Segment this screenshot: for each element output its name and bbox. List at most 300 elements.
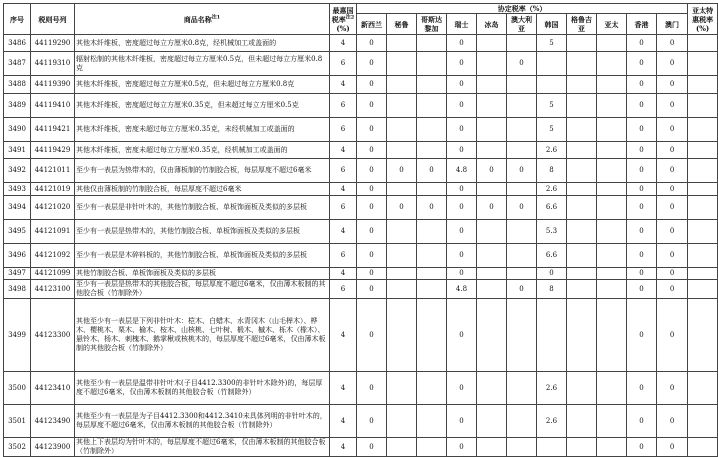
mfn-cell: 4 (330, 268, 357, 280)
rate-cell (567, 35, 597, 52)
rate-cell (477, 244, 507, 268)
rate-cell: 0 (357, 372, 387, 405)
rate-cell (567, 142, 597, 159)
rate-cell (417, 142, 447, 159)
rate-cell: 0 (357, 76, 387, 94)
rate-cell: 0 (447, 244, 477, 268)
rate-cell (387, 220, 417, 244)
rate-cell (597, 94, 627, 118)
seq-cell: 3492 (4, 159, 31, 183)
apta-cell (688, 94, 718, 118)
rate-cell (597, 159, 627, 183)
apta-cell (688, 280, 718, 299)
rate-cell (567, 299, 597, 372)
rate-cell (417, 76, 447, 94)
rate-cell (567, 159, 597, 183)
rate-cell (597, 196, 627, 220)
mfn-cell: 4 (330, 142, 357, 159)
rate-cell: 0 (447, 142, 477, 159)
rate-cell (597, 118, 627, 142)
apta-cell (688, 76, 718, 94)
header-country: 瑞士 (447, 14, 477, 35)
name-cell: 其他木纤维板，密度超过每立方厘米0.8克，经机械加工或盖面的 (75, 35, 330, 52)
code-cell: 44119429 (31, 142, 75, 159)
code-cell: 44119390 (31, 76, 75, 94)
apta-cell (688, 118, 718, 142)
rate-cell (477, 405, 507, 438)
code-cell: 44121019 (31, 183, 75, 196)
mfn-cell: 6 (330, 159, 357, 183)
rate-cell (567, 76, 597, 94)
rate-cell: 5.3 (537, 220, 567, 244)
rate-cell: 0 (507, 159, 537, 183)
name-cell: 其他木纤维板，密度超过每立方厘米0.5克，但未超过每立方厘米0.8克 (75, 76, 330, 94)
rate-cell: 0 (447, 52, 477, 76)
rate-cell: 0 (357, 299, 387, 372)
rate-cell (507, 372, 537, 405)
rate-cell (507, 220, 537, 244)
rate-cell (507, 405, 537, 438)
apta-cell (688, 183, 718, 196)
header-country: 哥斯达黎加 (417, 14, 447, 35)
rate-cell: 0 (627, 76, 657, 94)
rate-cell: 0 (477, 159, 507, 183)
mfn-cell: 4 (330, 299, 357, 372)
rate-cell (477, 76, 507, 94)
rate-cell (477, 438, 507, 457)
rate-cell: 0 (627, 220, 657, 244)
mfn-cell: 4 (330, 35, 357, 52)
rate-cell (477, 142, 507, 159)
rate-cell (597, 268, 627, 280)
rate-cell: 6.6 (537, 244, 567, 268)
code-cell: 44121091 (31, 220, 75, 244)
rate-cell (387, 142, 417, 159)
rate-cell (597, 280, 627, 299)
rate-cell: 0 (657, 280, 688, 299)
rate-cell: 0 (417, 196, 447, 220)
rate-cell: 0 (627, 372, 657, 405)
seq-cell: 3496 (4, 244, 31, 268)
rate-cell: 6.6 (537, 196, 567, 220)
rate-cell (567, 372, 597, 405)
rate-cell (387, 372, 417, 405)
mfn-cell: 4 (330, 183, 357, 196)
rate-cell (507, 35, 537, 52)
header-mfn-note: 注2 (345, 14, 355, 21)
rate-cell: 0 (447, 220, 477, 244)
rate-cell (537, 299, 567, 372)
rate-cell: 0 (507, 196, 537, 220)
rate-cell (387, 76, 417, 94)
rate-cell (567, 52, 597, 76)
rate-cell (417, 280, 447, 299)
rate-cell: 0 (447, 76, 477, 94)
seq-cell: 3498 (4, 280, 31, 299)
rate-cell (387, 299, 417, 372)
table-row (4, 142, 718, 159)
rate-cell (567, 220, 597, 244)
rate-cell (507, 118, 537, 142)
rate-cell (507, 244, 537, 268)
seq-cell: 3501 (4, 405, 31, 438)
seq-cell: 3490 (4, 118, 31, 142)
rate-cell: 2.6 (537, 405, 567, 438)
rate-cell: 0 (657, 76, 688, 94)
header-seq: 序号 (4, 4, 31, 35)
rate-cell (387, 268, 417, 280)
mfn-cell: 6 (330, 280, 357, 299)
rate-cell: 0 (447, 372, 477, 405)
rate-cell (417, 268, 447, 280)
rate-cell (597, 438, 627, 457)
rate-cell (417, 94, 447, 118)
rate-cell (417, 299, 447, 372)
table-row (4, 299, 718, 372)
apta-cell (688, 196, 718, 220)
seq-cell: 3487 (4, 52, 31, 76)
header-country: 亚太 (597, 14, 627, 35)
code-cell: 44123410 (31, 372, 75, 405)
rate-cell (567, 244, 597, 268)
header-country: 冰岛 (477, 14, 507, 35)
rate-cell (387, 438, 417, 457)
rate-cell (567, 405, 597, 438)
rate-cell: 5 (537, 35, 567, 52)
rate-cell: 0 (507, 280, 537, 299)
rate-cell (417, 405, 447, 438)
rate-cell (477, 280, 507, 299)
rate-cell (597, 244, 627, 268)
rate-cell (417, 438, 447, 457)
rate-cell: 0 (357, 142, 387, 159)
rate-cell (387, 405, 417, 438)
rate-cell: 0 (627, 52, 657, 76)
table-row (4, 196, 718, 220)
rate-cell (417, 183, 447, 196)
rate-cell (477, 220, 507, 244)
mfn-cell: 4 (330, 76, 357, 94)
rate-cell (387, 35, 417, 52)
rate-cell (387, 244, 417, 268)
rate-cell: 8 (537, 159, 567, 183)
name-cell: 其他木纤维板，密度超过每立方厘米0.35克，但未超过每立方厘米0.5克 (75, 94, 330, 118)
table-row (4, 159, 718, 183)
rate-cell: 5 (537, 118, 567, 142)
rate-cell: 0 (657, 159, 688, 183)
rate-cell (597, 183, 627, 196)
rate-cell (417, 35, 447, 52)
mfn-cell: 6 (330, 118, 357, 142)
code-cell: 44123490 (31, 405, 75, 438)
code-cell: 44123100 (31, 280, 75, 299)
code-cell: 44121092 (31, 244, 75, 268)
rate-cell: 0 (447, 94, 477, 118)
apta-cell (688, 372, 718, 405)
seq-cell: 3502 (4, 438, 31, 457)
rate-cell: 0 (357, 220, 387, 244)
table-row (4, 405, 718, 438)
rate-cell (477, 52, 507, 76)
rate-cell: 0 (357, 183, 387, 196)
code-cell: 44121020 (31, 196, 75, 220)
rate-cell (507, 268, 537, 280)
header-country: 秘鲁 (387, 14, 417, 35)
rate-cell: 0 (627, 405, 657, 438)
rate-cell: 0 (627, 196, 657, 220)
rate-cell (597, 405, 627, 438)
rate-cell: 0 (657, 299, 688, 372)
rate-cell (567, 94, 597, 118)
header-name-note: 注1 (211, 14, 221, 21)
rate-cell (507, 299, 537, 372)
apta-cell (688, 438, 718, 457)
rate-cell (597, 299, 627, 372)
seq-cell: 3489 (4, 94, 31, 118)
rate-cell: 4.8 (447, 159, 477, 183)
rate-cell: 0 (507, 52, 537, 76)
rate-cell (507, 76, 537, 94)
rate-cell: 8 (537, 280, 567, 299)
header-name: 商品名称$^{注1}$ (75, 4, 330, 35)
header-mfn: 最惠国税率$^{注2}$ (%) (330, 4, 357, 35)
rate-cell: 0 (357, 94, 387, 118)
rate-cell: 0 (357, 405, 387, 438)
table-row (4, 438, 718, 457)
rate-cell: 0 (627, 118, 657, 142)
rate-cell: 0 (447, 118, 477, 142)
rate-cell: 0 (357, 244, 387, 268)
rate-cell: 0 (657, 244, 688, 268)
rate-cell: 4.8 (447, 280, 477, 299)
rate-cell (567, 196, 597, 220)
rate-cell: 0 (417, 159, 447, 183)
rate-cell: 0 (357, 438, 387, 457)
rate-cell: 0 (657, 196, 688, 220)
rate-cell: 0 (387, 196, 417, 220)
rate-cell (387, 118, 417, 142)
header-country: 格鲁吉亚 (567, 14, 597, 35)
rate-cell (507, 94, 537, 118)
apta-cell (688, 244, 718, 268)
rate-cell: 0 (657, 52, 688, 76)
rate-cell: 2.6 (537, 183, 567, 196)
table-row (4, 94, 718, 118)
rate-cell: 5 (537, 94, 567, 118)
name-cell: 其他木纤维板，密度未超过每立方厘米0.35克，未经机械加工或盖面的 (75, 118, 330, 142)
table-row (4, 244, 718, 268)
name-cell: 至少有一表层是木碎料板的，其他竹制胶合板、单板饰面板及类似的多层板 (75, 244, 330, 268)
mfn-cell: 4 (330, 220, 357, 244)
rate-cell: 0 (627, 142, 657, 159)
apta-cell (688, 268, 718, 280)
code-cell: 44123300 (31, 299, 75, 372)
header-country: 香港 (627, 14, 657, 35)
rate-cell: 0 (627, 94, 657, 118)
rate-cell: 0 (477, 196, 507, 220)
name-cell: 其他至少有一表层是为子目4412.3300和4412.3410未具体列明的非针叶木的，每层厚度不超过6毫米，仅由薄木板制的其他胶合板（竹制除外） (75, 405, 330, 438)
rate-cell (597, 372, 627, 405)
rate-cell (537, 438, 567, 457)
table-row (4, 35, 718, 52)
seq-cell: 3495 (4, 220, 31, 244)
rate-cell (597, 142, 627, 159)
rate-cell (477, 183, 507, 196)
name-cell: 其他仅由薄板制的竹制胶合板，每层厚度不超过6毫米 (75, 183, 330, 196)
rate-cell: 0 (357, 280, 387, 299)
header-country: 韩国 (537, 14, 567, 35)
code-cell: 44123900 (31, 438, 75, 457)
header-country: 澳大利亚 (507, 14, 537, 35)
rate-cell: 0 (537, 268, 567, 280)
table-row (4, 118, 718, 142)
rate-cell: 0 (657, 268, 688, 280)
table-row (4, 268, 718, 280)
rate-cell: 0 (447, 268, 477, 280)
name-cell: 至少有一表层为热带木的，仅由薄板制的竹制胶合板，每层厚度不超过6毫米 (75, 159, 330, 183)
rate-cell (567, 438, 597, 457)
rate-cell (417, 220, 447, 244)
mfn-cell: 4 (330, 372, 357, 405)
header-country: 澳门 (657, 14, 688, 35)
seq-cell: 3488 (4, 76, 31, 94)
mfn-cell: 6 (330, 94, 357, 118)
name-cell: 其他至少有一表层是温带非针叶木(子目4412.3300的非针叶木除外)的，每层厚度不超过6毫米，仅由薄木板制的其他胶合板（竹制除外） (75, 372, 330, 405)
rate-cell: 0 (447, 438, 477, 457)
seq-cell: 3491 (4, 142, 31, 159)
rate-cell (567, 118, 597, 142)
apta-cell (688, 299, 718, 372)
seq-cell: 3497 (4, 268, 31, 280)
name-cell: 其他木纤维板，密度未超过每立方厘米0.35克，经机械加工或盖面的 (75, 142, 330, 159)
name-cell: 其他上下表层均为针叶木的，每层厚度不超过6毫米，仅由薄木板制的其他胶合板（竹制除外） (75, 438, 330, 457)
rate-cell: 0 (657, 183, 688, 196)
tariff-table (3, 3, 718, 457)
rate-cell: 2.6 (537, 142, 567, 159)
rate-cell: 0 (387, 159, 417, 183)
rate-cell: 0 (657, 220, 688, 244)
rate-cell (537, 76, 567, 94)
rate-cell: 0 (357, 268, 387, 280)
rate-cell (597, 35, 627, 52)
apta-cell (688, 159, 718, 183)
rate-cell (477, 94, 507, 118)
rate-cell (567, 268, 597, 280)
mfn-cell: 4 (330, 438, 357, 457)
rate-cell: 0 (447, 196, 477, 220)
seq-cell: 3486 (4, 35, 31, 52)
rate-cell: 0 (447, 299, 477, 372)
rate-cell (387, 280, 417, 299)
rate-cell: 0 (627, 244, 657, 268)
rate-cell (387, 94, 417, 118)
rate-cell: 0 (357, 35, 387, 52)
apta-cell (688, 405, 718, 438)
code-cell: 44121011 (31, 159, 75, 183)
table-row (4, 52, 718, 76)
mfn-cell: 6 (330, 196, 357, 220)
rate-cell: 0 (357, 52, 387, 76)
rate-cell: 0 (657, 94, 688, 118)
rate-cell (477, 118, 507, 142)
apta-cell (688, 35, 718, 52)
name-cell: 其他竹制胶合板、单板饰面板及类似的多层板 (75, 268, 330, 280)
rate-cell: 0 (627, 268, 657, 280)
rate-cell: 0 (657, 438, 688, 457)
header-apta: 亚太特惠税率(%) (688, 4, 718, 35)
rate-cell (417, 118, 447, 142)
seq-cell: 3500 (4, 372, 31, 405)
code-cell: 44119421 (31, 118, 75, 142)
rate-cell (537, 52, 567, 76)
name-cell: 其他至少有一表层是下列非针叶木：桤木、白蜡木、水青冈木（山毛榉木）、桦木、樱桃木、栗木、榆木、桉木、山核桃、七叶树、椴木、槭木、栎木（橡木）、悬铃木、杨木、刺槐木、鹅掌楸或核桃木的，每层厚度不超过6毫米，仅由薄木板制的其他胶合板（竹制除外） (75, 299, 330, 372)
rate-cell (507, 438, 537, 457)
mfn-cell: 6 (330, 52, 357, 76)
rate-cell (387, 183, 417, 196)
rate-cell (567, 183, 597, 196)
rate-cell (417, 244, 447, 268)
table-row (4, 220, 718, 244)
rate-cell (597, 52, 627, 76)
code-cell: 44121099 (31, 268, 75, 280)
rate-cell (417, 52, 447, 76)
seq-cell: 3493 (4, 183, 31, 196)
rate-cell: 0 (447, 35, 477, 52)
rate-cell: 0 (627, 438, 657, 457)
rate-cell: 0 (357, 196, 387, 220)
name-cell: 辐射松制的其他木纤维板，密度超过每立方厘米0.5克，但未超过每立方厘米0.8克 (75, 52, 330, 76)
name-cell: 至少有一表层是热带木的，其他竹制胶合板、单板饰面板及类似的多层板 (75, 220, 330, 244)
rate-cell: 0 (627, 35, 657, 52)
rate-cell (597, 76, 627, 94)
table-row (4, 183, 718, 196)
table-row (4, 76, 718, 94)
rate-cell: 0 (627, 280, 657, 299)
rate-cell: 0 (657, 35, 688, 52)
rate-cell: 0 (657, 405, 688, 438)
rate-cell (417, 372, 447, 405)
code-cell: 44119290 (31, 35, 75, 52)
table-row (4, 280, 718, 299)
rate-cell: 0 (657, 142, 688, 159)
name-cell: 至少有一表层是热带木的其他胶合板，每层厚度不超过6毫米，仅由薄木板制的其他胶合板（竹制除外） (75, 280, 330, 299)
seq-cell: 3494 (4, 196, 31, 220)
rate-cell: 0 (657, 372, 688, 405)
code-cell: 44119310 (31, 52, 75, 76)
rate-cell: 0 (357, 118, 387, 142)
rate-cell (507, 183, 537, 196)
rate-cell: 0 (657, 118, 688, 142)
rate-cell: 2.6 (537, 372, 567, 405)
header-agreement: 协定税率（%） (357, 4, 688, 14)
rate-cell (477, 35, 507, 52)
rate-cell: 0 (627, 159, 657, 183)
table-row (4, 372, 718, 405)
seq-cell: 3499 (4, 299, 31, 372)
name-cell: 至少有一表层是非针叶木的，其他竹制胶合板、单板饰面板及类似的多层板 (75, 196, 330, 220)
mfn-cell: 6 (330, 244, 357, 268)
rate-cell (477, 268, 507, 280)
apta-cell (688, 52, 718, 76)
rate-cell (477, 372, 507, 405)
rate-cell (507, 142, 537, 159)
code-cell: 44119410 (31, 94, 75, 118)
rate-cell: 0 (447, 405, 477, 438)
rate-cell (477, 299, 507, 372)
apta-cell (688, 142, 718, 159)
rate-cell (387, 52, 417, 76)
rate-cell (597, 220, 627, 244)
